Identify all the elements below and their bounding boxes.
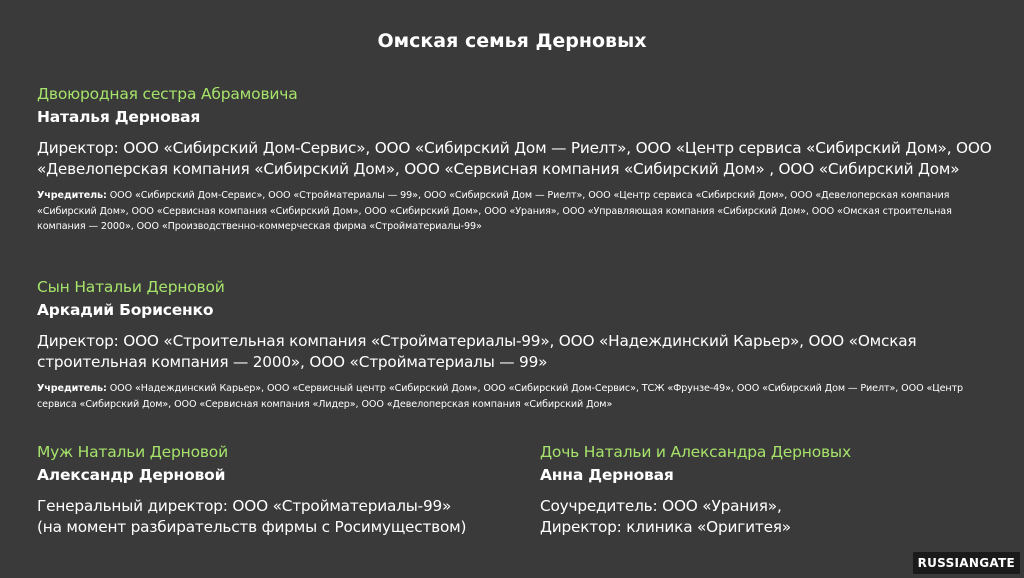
- founder-label: Учредитель:: [37, 190, 107, 201]
- person-name: Анна Дерновая: [540, 466, 674, 484]
- person-name: Александр Дерновой: [37, 466, 226, 484]
- role-line: Директор: клиника «Оригитея»: [540, 518, 791, 536]
- role-line: (на момент разбирательств фирмы с Росимуществом): [37, 518, 467, 536]
- person-card-arkadiy: [37, 277, 977, 412]
- relation-label: Муж Натальи Дерновой: [37, 443, 228, 461]
- relation-label: Двоюродная сестра Абрамовича: [37, 85, 298, 103]
- role-text: [37, 496, 507, 538]
- person-card-aleksandr: [37, 442, 507, 538]
- role-line: Генеральный директор: ООО «Стройматериалы-99»: [37, 497, 452, 515]
- person-card-anna: [540, 442, 960, 538]
- russiangate-logo: RUSSIANGATE: [913, 552, 1020, 574]
- role-line: Соучредитель: ООО «Урания»,: [540, 497, 782, 515]
- founder-text: [37, 381, 977, 412]
- founder-label: Учредитель:: [37, 383, 107, 394]
- page-title: Омская семья Дерновых: [377, 30, 647, 52]
- person-name: Аркадий Борисенко: [37, 301, 214, 319]
- founder-list: ООО «Сибирский Дом-Сервис», ООО «Стройматериалы — 99», ООО «Сибирский Дом — Риелт», ООО «Центр сервиса «Сибирский Дом», ООО «Девелоперская компания «Сибирский Дом», ООО «Сервисная компания «Сибирский Дом», ООО «Сибирский Дом», ООО «Урания», ООО «Управляющая компания «Сибирский Дом», ООО «Омская строительная компания — 2000», ООО «Производственно-коммерческая фирма «Стройматериалы-99»: [37, 190, 952, 232]
- role-text: Директор: ООО «Сибирский Дом-Сервис», ООО «Сибирский Дом — Риелт», ООО «Центр сервиса «Сибирский Дом», ООО «Девелоперская компания «Сибирский Дом», ООО «Сервисная компания «Сибирский Дом» , ООО «Сибирский Дом»: [37, 139, 992, 178]
- founder-list: ООО «Надеждинский Карьер», ООО «Сервисный центр «Сибирский Дом», ООО «Сибирский Дом-Сервис», ТСЖ «Фрунзе-49», ООО «Сибирский Дом — Риелт», ООО «Центр сервиса «Сибирский Дом», ООО «Сервисная компания «Лидер», ООО «Девелоперская компания «Сибирский Дом»: [37, 383, 964, 410]
- relation-label: Дочь Натальи и Александра Дерновых: [540, 443, 851, 461]
- person-name: Наталья Дерновая: [37, 108, 201, 126]
- relation-label: Сын Натальи Дерновой: [37, 278, 225, 296]
- role-text: [540, 496, 960, 538]
- role-text: Директор: ООО «Строительная компания «Стройматериалы-99», ООО «Надеждинский Карьер», ООО «Омская строительная компания — 2000», ООО «Стройматериалы — 99»: [37, 332, 917, 371]
- person-card-natalya: [37, 84, 997, 235]
- founder-text: [37, 188, 997, 235]
